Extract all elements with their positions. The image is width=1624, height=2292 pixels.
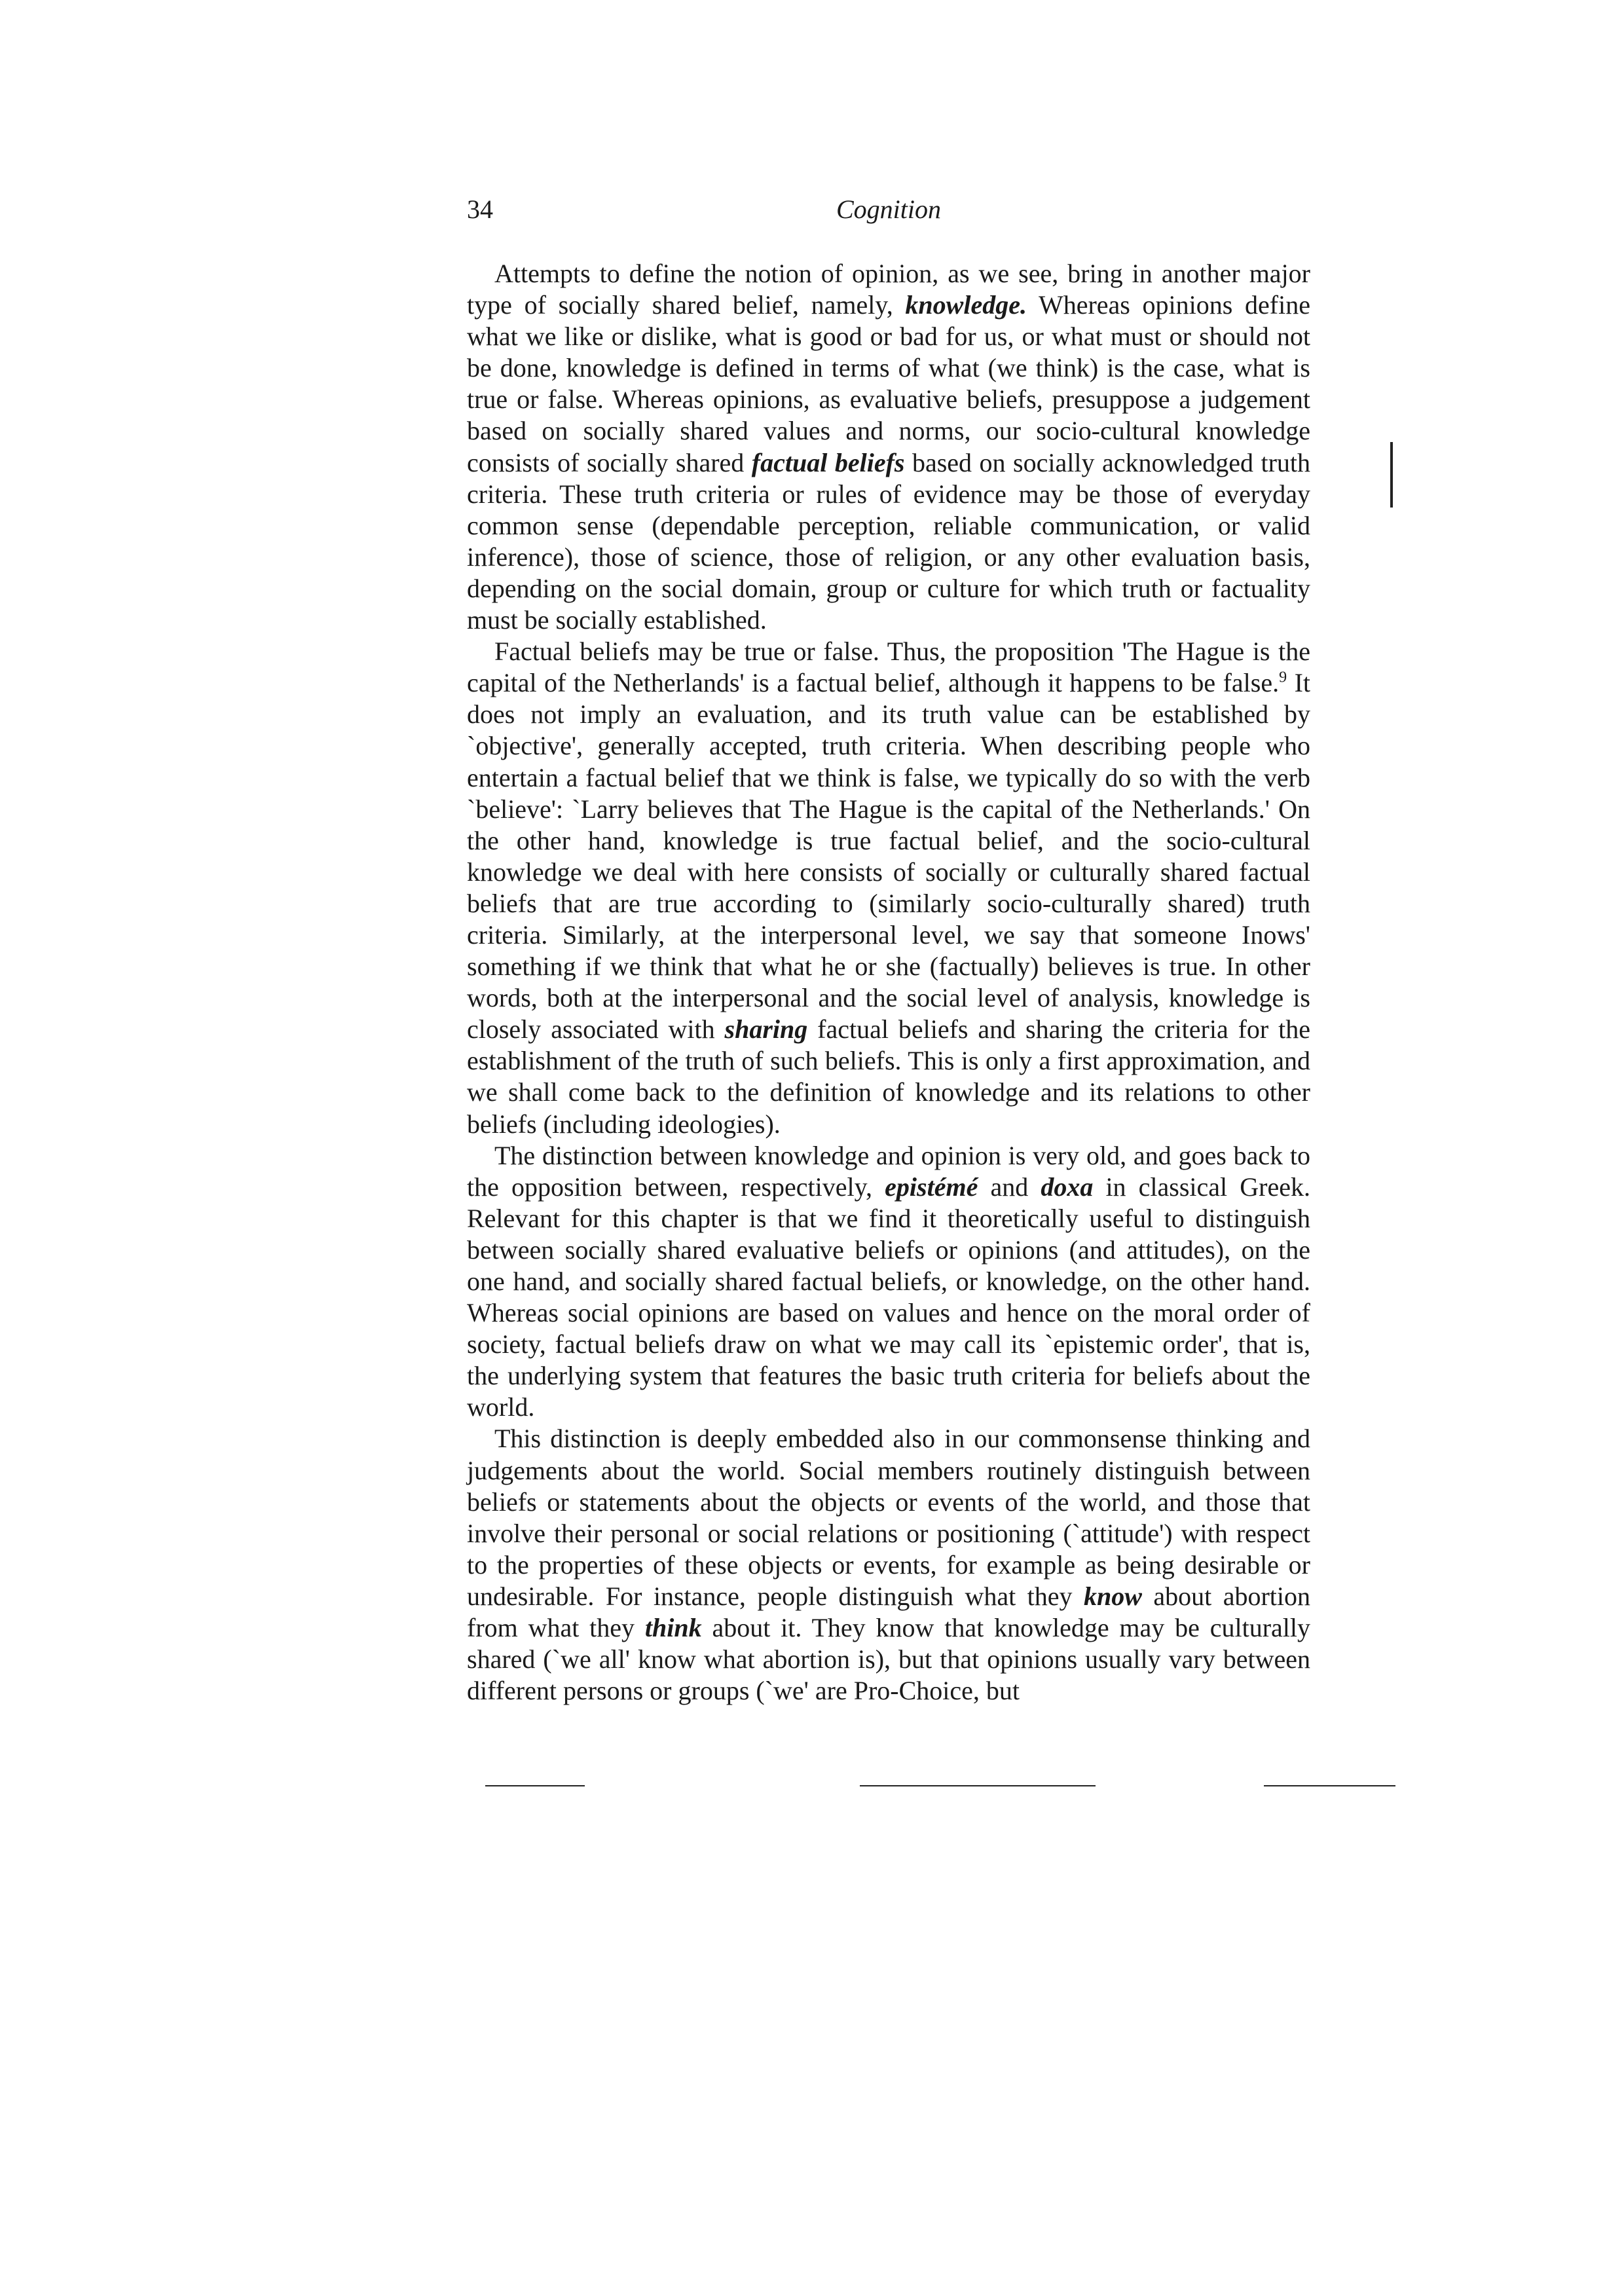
text-run: based on socially acknowledged truth criteria. These truth criteria or rules of evidence may be those of everyday common sense (dependable perception, reliable communication, or valid inference), those of science, those of religion, or any other evaluation basis, depending on the social domain, group or culture for which truth or factuality must be socially established. (467, 447, 1310, 635)
text-run: Whereas opinions define what we like or dislike, what is good or bad for us, or what must or should not be done, knowledge is defined in terms of what (we think) is the case, what is true or false. Whereas opinions, as evaluative beliefs, presuppose a judgement based on socially shared values and norms, our socio-cultural knowledge consists of socially shared (467, 290, 1310, 477)
page-number: 34 (467, 194, 493, 224)
emphasis-sharing: sharing (724, 1014, 808, 1044)
paragraph-opinion-knowledge (467, 258, 1310, 636)
text-run: Factual beliefs may be true or false. Thus, the proposition 'The Hague is the capital of the Netherlands' is a factual belief, although it happens to be false. (467, 637, 1310, 698)
emphasis-think: think (644, 1613, 702, 1643)
text-run: The distinction between knowledge and opinion is very old, and goes back to the opposition between, respectively, (467, 1140, 1310, 1202)
page-header (467, 194, 1310, 233)
running-title: Cognition (836, 194, 942, 224)
margin-change-bar (1390, 442, 1393, 508)
footnote-marker[interactable]: 9 (1279, 669, 1287, 686)
paragraph-episteme-doxa (467, 1140, 1310, 1424)
text-run: about it. They know that knowledge may be culturally shared (`we all' know what abortion is), but that opinions usually vary between different persons or groups (`we' are Pro-Choice, but (467, 1613, 1310, 1706)
paragraph-commonsense (467, 1423, 1310, 1707)
footer-rule (860, 1785, 1096, 1786)
text-run: about abortion from what they (467, 1581, 1310, 1643)
paragraph-factual-beliefs (467, 636, 1310, 1140)
footer-rule (485, 1785, 585, 1786)
text-run: It does not imply an evaluation, and its truth value can be established by `objective', generally accepted, truth criteria. When describing people who entertain a factual belief that we think is false, we typically do so with the verb `believe': `Larry believes that The Hague is the capital of the Netherlands.' On the other hand, knowledge is true factual belief, and the socio-cultural knowledge we deal with here consists of socially or culturally shared factual beliefs that are true according to (similarly socio-culturally shared) truth criteria. Similarly, at the interpersonal level, we say that someone Inows' something if we think that what he or she (factually) believes is true. In other words, both at the interpersonal and the social level of analysis, knowledge is closely associated with (467, 668, 1310, 1044)
emphasis-episteme: epistémé (885, 1172, 978, 1202)
emphasis-doxa: doxa (1041, 1172, 1094, 1202)
body-text (467, 258, 1310, 1707)
footer-rule (1264, 1785, 1395, 1786)
emphasis-factual-beliefs: factual beliefs (751, 447, 905, 477)
text-run: in classical Greek. Relevant for this chapter is that we find it theoretically useful to distinguish between socially shared evaluative beliefs or opinions (and attitudes), on the one hand, and socially shared factual beliefs, or knowledge, on the other hand. Whereas social opinions are based on values and hence on the moral order of society, factual beliefs draw on what we may call its `epistemic order', that is, the underlying system that features the basic truth criteria for beliefs about the world. (467, 1172, 1310, 1422)
emphasis-know: know (1083, 1581, 1142, 1611)
text-run: This distinction is deeply embedded also in our commonsense thinking and judgements about the world. Social members routinely distinguish between beliefs or statements about the objects or events of the world, and those that involve their personal or social relations or positioning (`attitude') with respect to the properties of these objects or events, for example as being desirable or undesirable. For instance, people distinguish what they (467, 1424, 1310, 1611)
emphasis-knowledge: knowledge. (905, 290, 1027, 320)
text-run: factual beliefs and sharing the criteria for the establishment of the truth of such beliefs. This is only a first approximation, and we shall come back to the definition of knowledge and its relations to other beliefs (including ideologies). (467, 1014, 1310, 1139)
text-run: Attempts to define the notion of opinion, as we see, bring in another major type of socially shared belief, namely, (467, 259, 1310, 320)
text-run: and (978, 1172, 1041, 1202)
